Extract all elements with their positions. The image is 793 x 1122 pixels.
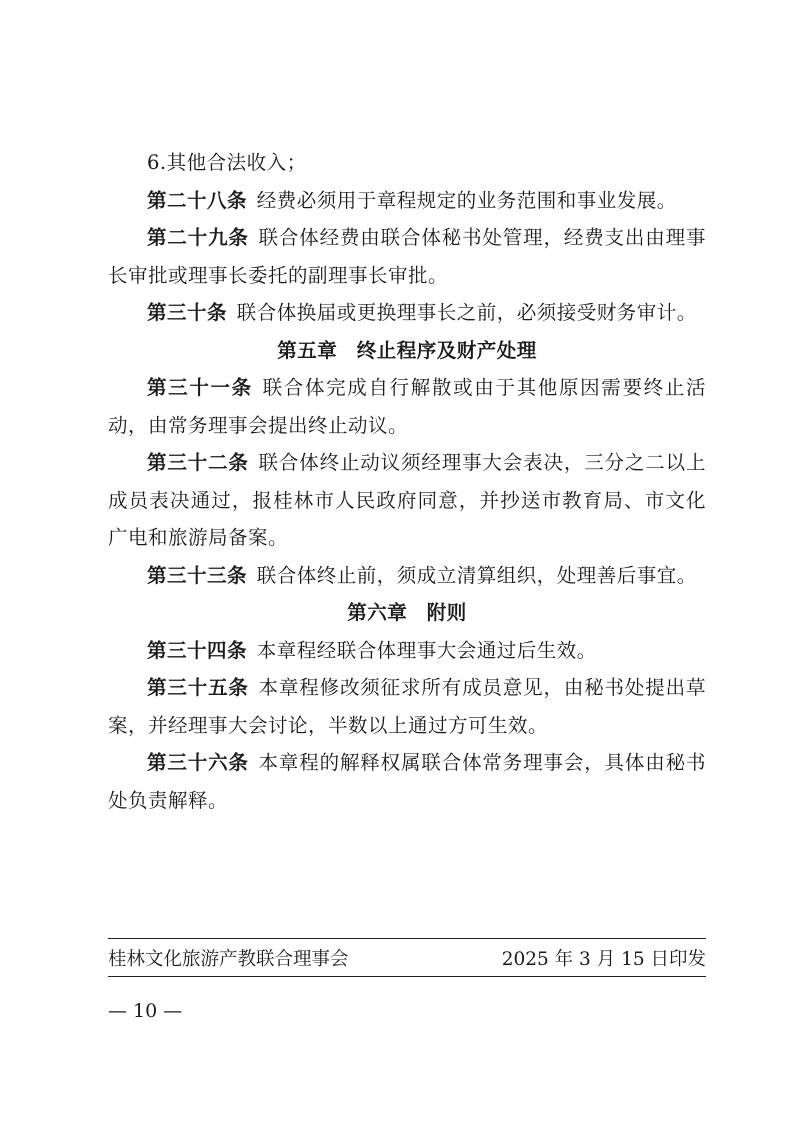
article-text: 联合体终止动议须经理事大会表决，三分之二以上成员表决通过，报桂林市人民政府同意，并抄送市教育局、市文化广电和旅游局备案。 [108, 451, 706, 549]
article-31 [108, 369, 706, 444]
article-text: 本章程的解释权属联合体常务理事会，具体由秘书处负责解释。 [108, 751, 706, 812]
article-text: 本章程经联合体理事大会通过后生效。 [256, 638, 597, 662]
paragraph-other-income [108, 144, 706, 182]
article-number: 第三十四条 [147, 638, 248, 662]
chapter-title: 终止程序及财产处理 [356, 338, 537, 362]
article-33 [108, 557, 706, 595]
article-number: 第三十二条 [147, 451, 249, 474]
chapter-6-heading [108, 594, 706, 632]
footer-top-rule [108, 938, 706, 939]
article-text: 联合体经费由联合体秘书处管理，经费支出由理事长审批或理事长委托的副理事长审批。 [108, 226, 706, 287]
page-number: — 10 — [108, 1000, 183, 1022]
article-text: 联合体换届或更换理事长之前，必须接受财务审计。 [236, 301, 697, 324]
article-number: 第三十一条 [147, 376, 253, 399]
article-text: 本章程修改须征求所有成员意见，由秘书处提出草案，并经理事大会讨论，半数以上通过方可生效。 [108, 676, 706, 737]
article-32 [108, 444, 706, 557]
footer-bottom-rule [108, 976, 706, 977]
body-text [108, 144, 706, 819]
article-text: 经费必须用于章程规定的业务范围和事业发展。 [256, 188, 677, 212]
chapter-number: 第六章 [347, 601, 408, 624]
article-35 [108, 669, 706, 744]
article-number: 第三十六条 [147, 751, 249, 774]
article-29 [108, 219, 706, 294]
article-text: 联合体终止前，须成立清算组织，处理善后事宜。 [256, 563, 697, 587]
article-34 [108, 632, 706, 670]
article-text: 联合体完成自行解散或由于其他原因需要终止活动，由常务理事会提出终止动议。 [108, 376, 706, 437]
paragraph-text: 6.其他合法收入； [147, 151, 307, 174]
issue-date: 2025 年 3 月 15 日印发 [501, 949, 706, 970]
article-number: 第三十三条 [147, 563, 248, 587]
article-number: 第二十八条 [147, 188, 248, 212]
article-number: 第二十九条 [147, 226, 249, 249]
issuance-footer [108, 942, 706, 974]
issuer-name: 桂林文化旅游产教联合理事会 [108, 949, 349, 970]
article-30 [108, 294, 706, 332]
chapter-5-heading [108, 332, 706, 370]
chapter-number: 第五章 [277, 338, 338, 362]
article-number: 第三十条 [147, 301, 228, 324]
article-28 [108, 182, 706, 220]
chapter-title: 附则 [426, 601, 467, 624]
article-36 [108, 744, 706, 819]
article-number: 第三十五条 [147, 676, 249, 699]
